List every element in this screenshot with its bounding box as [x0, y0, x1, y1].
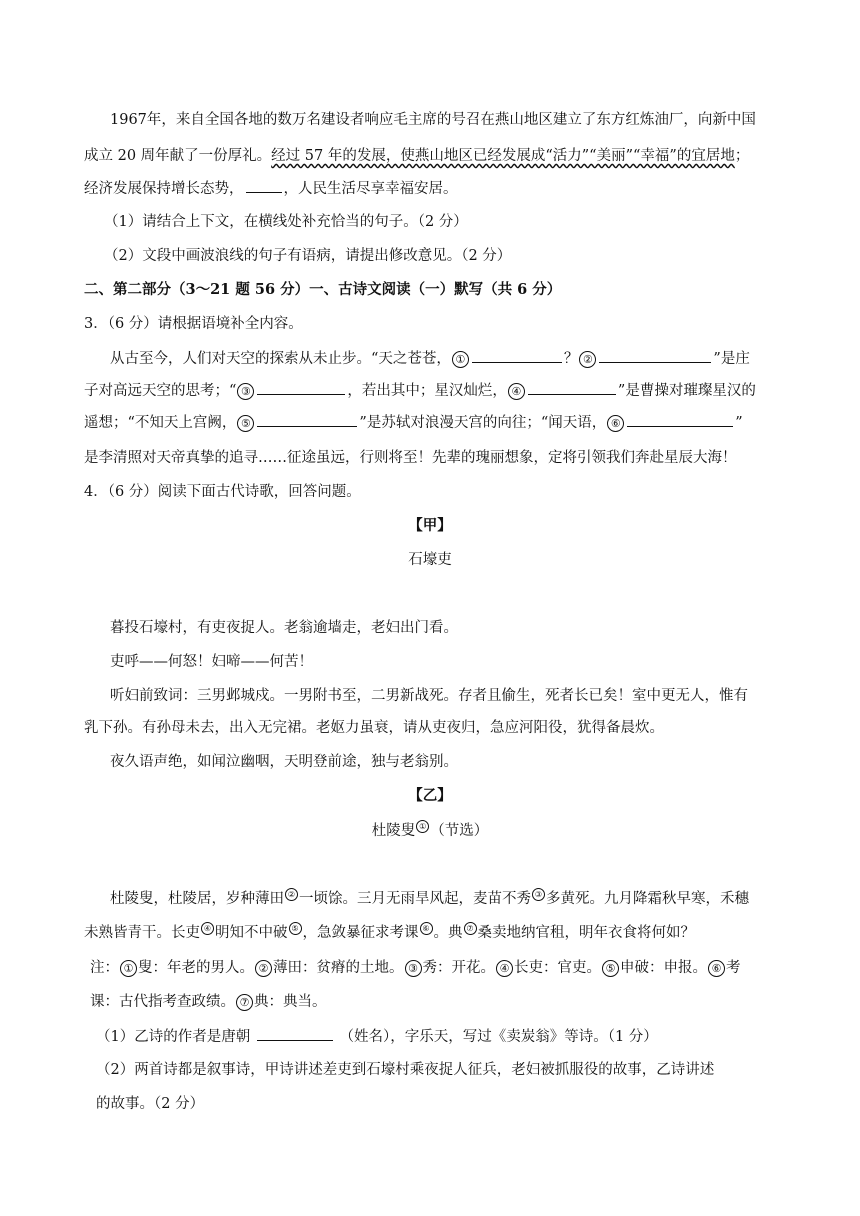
text: 成立 20 周年献了一份厚礼。	[84, 148, 272, 164]
poem-yi-label: 【乙】	[408, 787, 452, 804]
text: （1）乙诗的作者是唐朝	[96, 1029, 251, 1045]
footnote-mark: ⑥	[420, 922, 433, 935]
paragraph-line	[84, 178, 780, 199]
circled-number: ②	[579, 351, 596, 368]
text: 注：	[90, 960, 119, 976]
section-heading: 二、第二部分（3～21 题 56 分）一、古诗文阅读（一）默写（共 6 分）	[84, 281, 562, 298]
circled-number: ③	[405, 960, 422, 977]
poem-line: 听妇前致词：三男邺城戍。一男附书至，二男新战死。存者且偷生，死者长已矣！室中更无人，惟有	[110, 688, 748, 704]
paragraph-line	[84, 380, 780, 401]
text: 多黄死。九月降霜秋早寒，禾穗	[546, 890, 749, 907]
text: 薄田：贫瘠的土地。	[273, 960, 404, 976]
text: 秀：开花。	[422, 960, 495, 976]
circled-number: ④	[508, 383, 525, 400]
poem-jia-title: 石壕吏	[408, 552, 452, 568]
question-1-1: （1）请结合上下文，在横线处补充恰当的句子。（2 分）	[104, 214, 468, 230]
text: ”	[735, 415, 743, 431]
footnote-mark: ③	[532, 888, 545, 901]
question-4-2-cont: 的故事。（2 分）	[96, 1096, 205, 1112]
paragraph-line	[84, 412, 780, 433]
text: 一顷馀。三月无雨旱风起，麦苗不秀	[299, 890, 531, 907]
poem-line	[84, 922, 780, 943]
text: 未熟皆青干。长吏	[84, 924, 200, 941]
poem-yi-title	[0, 820, 860, 841]
text: 杜陵叟	[371, 822, 416, 839]
circled-number: ⑦	[236, 994, 253, 1011]
paragraph-line	[110, 110, 806, 130]
paragraph-line	[110, 348, 806, 369]
circled-number: ⑤	[602, 960, 619, 977]
text: 叟：年老的男人。	[138, 960, 254, 976]
text: （姓名），字乐天，写过《卖炭翁》等诗。（1 分）	[339, 1029, 658, 1045]
text: 明知不中破	[215, 924, 288, 941]
text: 课：古代指考查政绩。	[90, 994, 235, 1010]
text: ”是庄	[713, 351, 750, 367]
answer-blank[interactable]	[472, 348, 562, 363]
answer-blank[interactable]	[257, 1026, 333, 1041]
question-4-1	[96, 1026, 792, 1047]
circled-number: ⑤	[237, 415, 254, 432]
circled-number: ①	[452, 351, 469, 368]
footnote-mark: ④	[201, 922, 214, 935]
text: ，急敛暴征求考课	[302, 924, 419, 941]
text: （节选）	[430, 822, 489, 839]
answer-blank[interactable]	[257, 380, 345, 395]
text: ，人民生活尽享幸福安居。	[283, 181, 458, 197]
text: 从古至今，人们对天空的探索从未止步。“天之苍苍，	[110, 351, 451, 367]
answer-blank[interactable]	[599, 348, 711, 363]
footnote-mark: ②	[285, 888, 298, 901]
circled-number: ①	[120, 960, 137, 977]
text: 申破：申报。	[620, 960, 707, 976]
text: ，若出其中；星汉灿烂，	[347, 383, 507, 399]
circled-number: ④	[496, 960, 513, 977]
text: 桑卖地纳官租，明年衣食将何如？	[477, 924, 695, 941]
text: ；	[734, 148, 750, 164]
text: 子对高远天空的思考；“	[84, 383, 237, 399]
text: 遥想；“不知天上宫阙，	[84, 415, 237, 431]
footnote-mark: ⑤	[289, 922, 302, 935]
circled-number: ⑥	[607, 415, 624, 432]
answer-blank[interactable]	[528, 380, 616, 395]
circled-number: ②	[255, 960, 272, 977]
poem-line: 夜久语声绝，如闻泣幽咽，天明登前途，独与老翁别。	[110, 754, 458, 770]
poem-line: 乳下孙。有孙母未去，出入无完裙。老妪力虽衰，请从吏夜归，急应河阳役，犹得备晨炊。	[84, 720, 664, 736]
text: 考	[726, 960, 741, 976]
text: ”是曹操对璀璨星汉的	[617, 383, 756, 399]
answer-blank[interactable]	[257, 412, 357, 427]
text: 杜陵叟，杜陵居，岁种薄田	[110, 890, 284, 907]
question-4-title: 4．（6 分）阅读下面古代诗歌，回答问题。	[84, 484, 361, 500]
text: 。典	[433, 924, 463, 941]
annotation-line	[90, 992, 786, 1012]
poem-line: 吏呼——何怒！妇啼——何苦！	[110, 654, 313, 670]
poem-line: 暮投石壕村，有吏夜捉人。老翁逾墙走，老妇出门看。	[110, 620, 458, 636]
footnote-mark: ①	[416, 820, 429, 833]
text: ”是苏轼对浪漫天宫的向往；“闻天语，	[359, 415, 607, 431]
annotation-line	[90, 958, 786, 978]
circled-number: ③	[237, 383, 254, 400]
wavy-underlined-sentence: 经过 57 年的发展，使燕山地区已经发展成“活力”“美丽”“幸福”的宜居地	[271, 148, 735, 164]
poem-jia-label: 【甲】	[408, 517, 452, 534]
paragraph-line	[84, 146, 780, 166]
question-3-title: 3．（6 分）请根据语境补全内容。	[84, 316, 303, 332]
text: 长吏：官吏。	[514, 960, 601, 976]
poem-line	[110, 888, 806, 909]
circled-number: ⑥	[708, 960, 725, 977]
question-1-2: （2）文段中画波浪线的句子有语病，请提出修改意见。（2 分）	[104, 248, 512, 264]
text: 1967年，来自全国各地的数万名建设者响应毛主席的号召在燕山地区建立了东方红炼油厂，向新中国	[110, 112, 756, 128]
text: 经济发展保持增长态势，	[84, 181, 244, 197]
text: 典：典当。	[254, 994, 327, 1010]
text: ？	[563, 351, 579, 367]
footnote-mark: ⑦	[464, 922, 477, 935]
paragraph-line: 是李清照对天帝真挚的追寻……征途虽远，行则将至！先辈的瑰丽想象，定将引领我们奔赴星辰大海！	[84, 450, 737, 466]
answer-blank[interactable]	[627, 412, 733, 427]
answer-blank[interactable]	[246, 178, 282, 193]
question-4-2: （2）两首诗都是叙事诗，甲诗讲述差吏到石壕村乘夜捉人征兵，老妇被抓服役的故事，乙诗讲述	[96, 1062, 715, 1078]
